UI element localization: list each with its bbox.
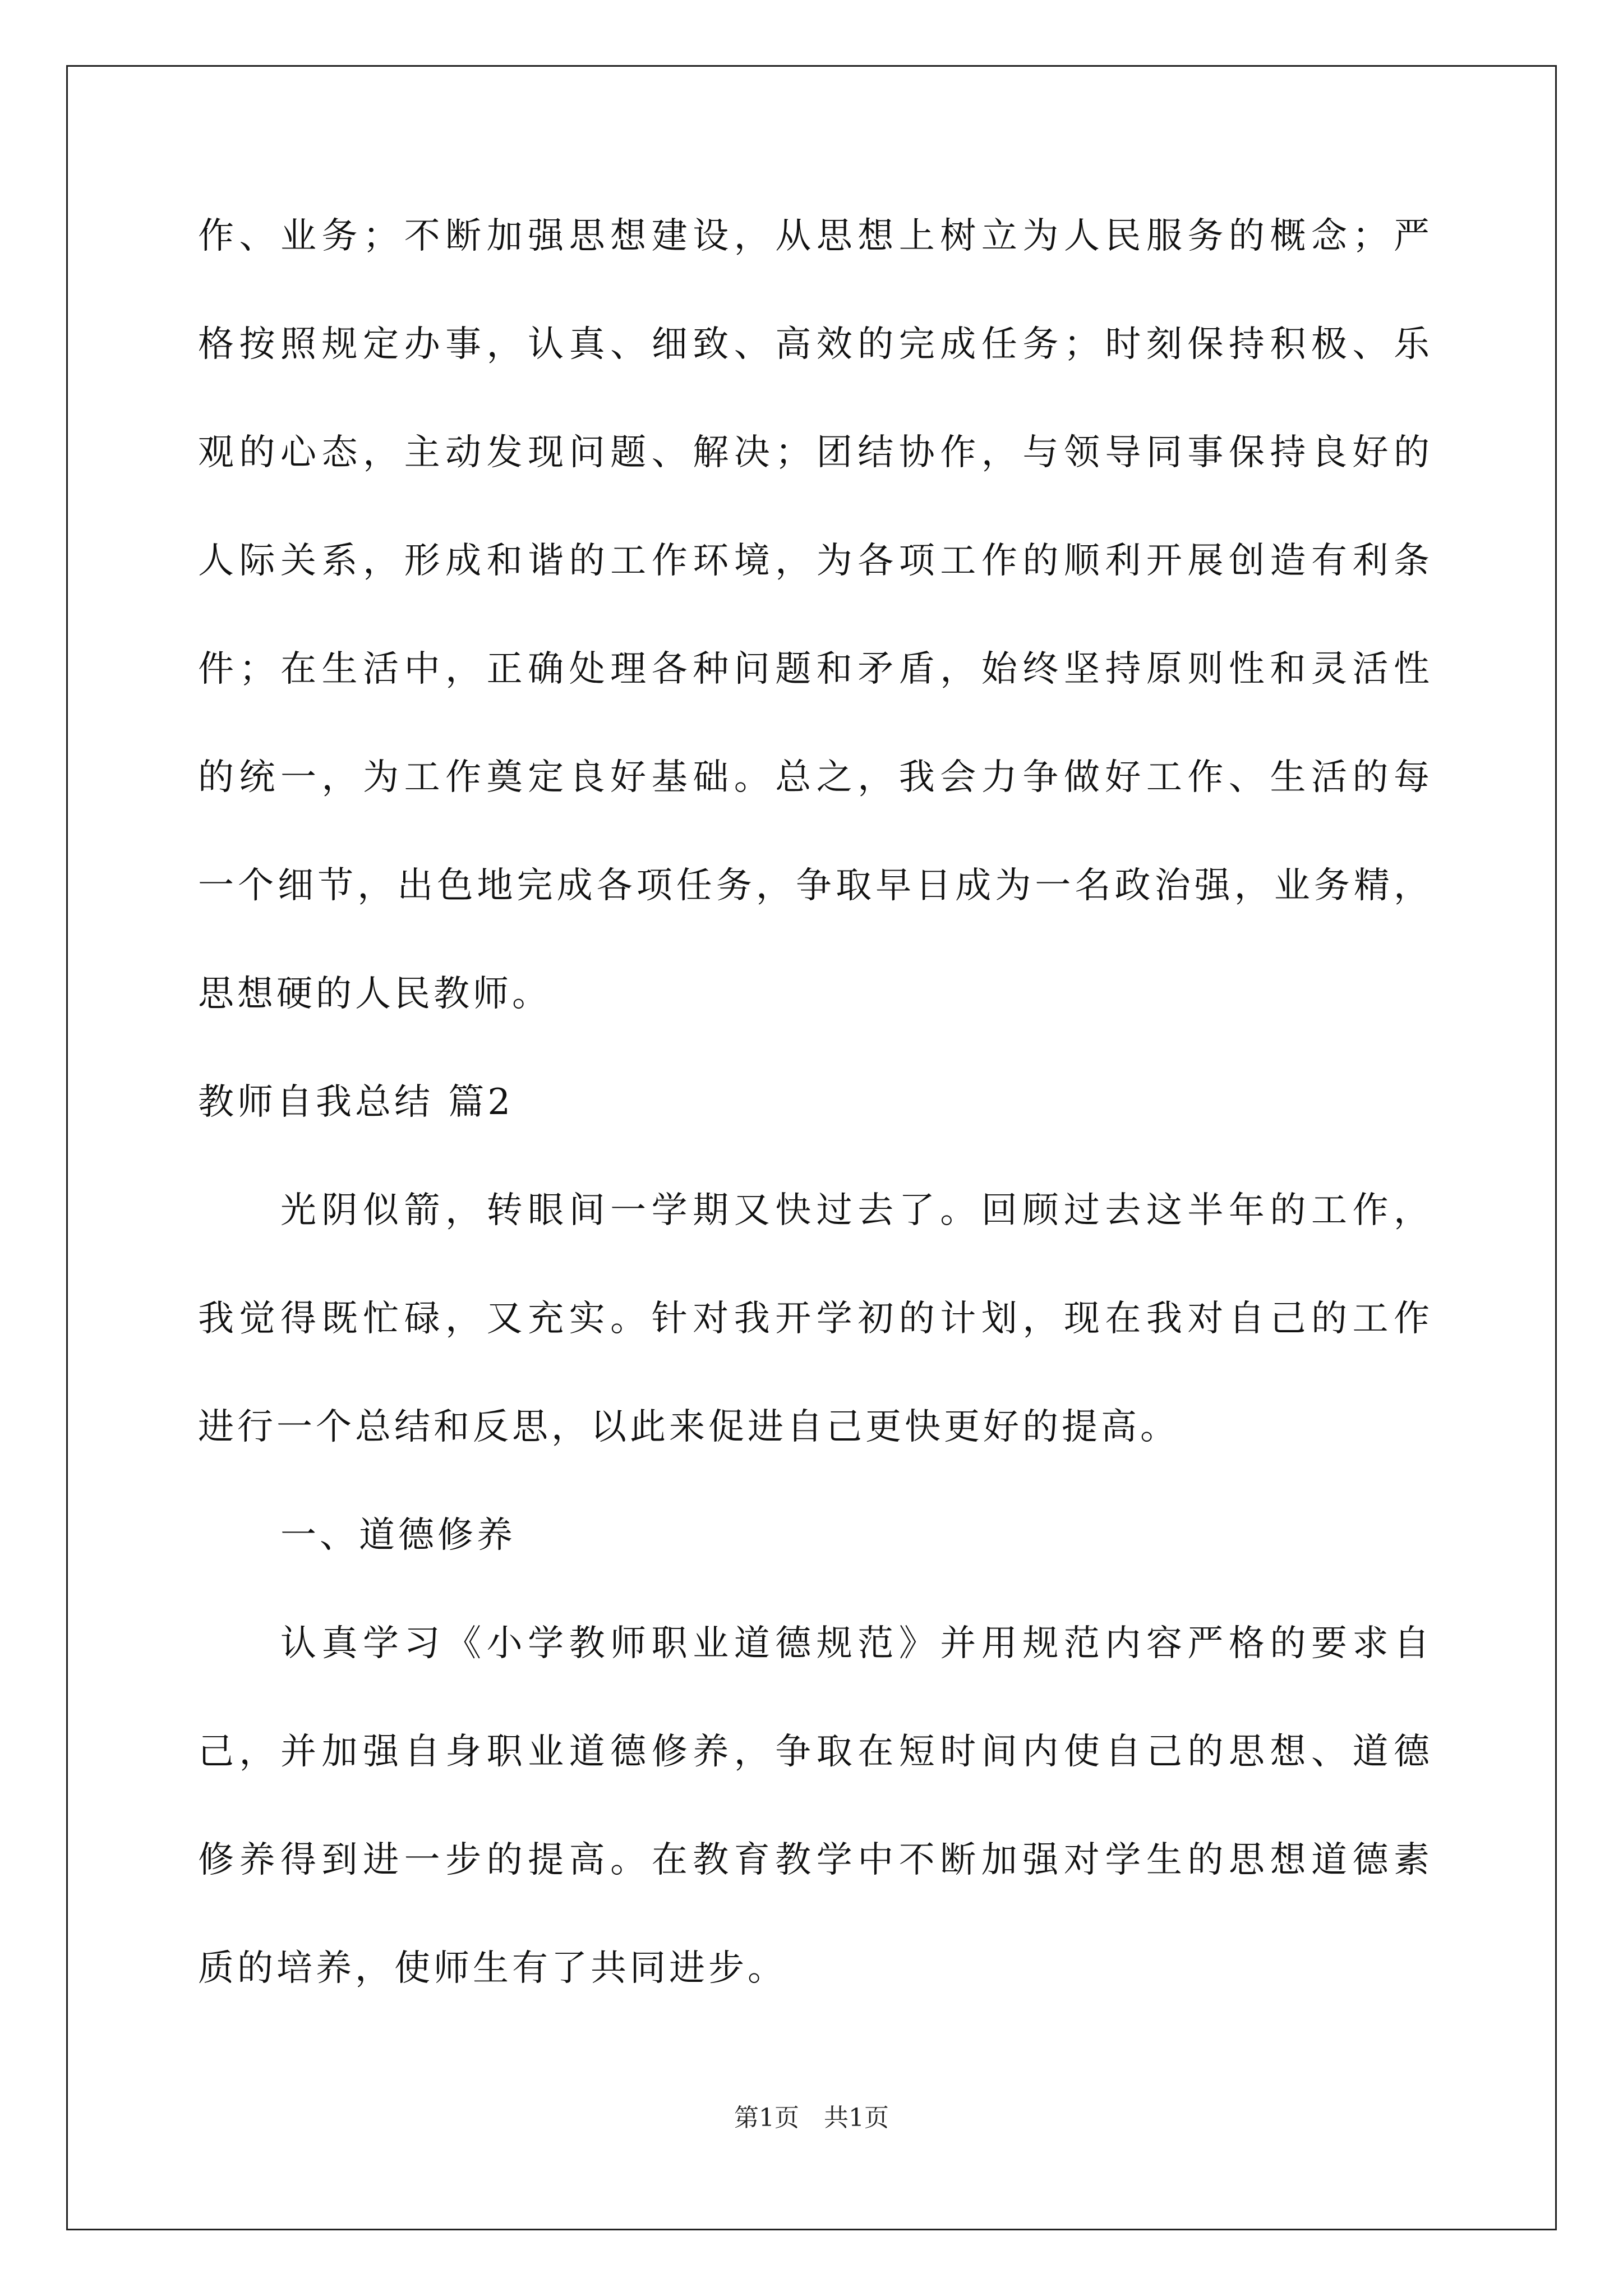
body-line-15: 己，并加强自身职业道德修养，争取在短时间内使自己的思想、道德 (198, 1731, 1430, 1773)
body-line-11: 我觉得既忙碌，又充实。针对我开学初的计划，现在我对自己的工作 (198, 1298, 1430, 1340)
body-line-2: 格按照规定办事，认真、细致、高效的完成任务；时刻保持积极、乐 (198, 324, 1430, 365)
page-number-footer: 第1页 共1页 (734, 2104, 889, 2132)
section-heading: 教师自我总结 篇2 (198, 1082, 514, 1123)
body-line-12: 进行一个总结和反思，以此来促进自己更快更好的提高。 (198, 1406, 1179, 1448)
subsection-heading: 一、道德修养 (280, 1515, 516, 1556)
body-line-17: 质的培养，使师生有了共同进步。 (198, 1948, 787, 1989)
body-line-8: 思想硬的人民教师。 (198, 973, 551, 1015)
body-line-1: 作、业务；不断加强思想建设，从思想上树立为人民服务的概念；严 (198, 215, 1430, 257)
body-line-14: 认真学习《小学教师职业道德规范》并用规范内容严格的要求自 (280, 1623, 1430, 1664)
body-line-6: 的统一，为工作奠定良好基础。总之，我会力争做好工作、生活的每 (198, 757, 1430, 798)
body-line-16: 修养得到进一步的提高。在教育教学中不断加强对学生的思想道德素 (198, 1839, 1430, 1881)
page-border (66, 65, 1557, 2230)
body-line-7: 一个细节，出色地完成各项任务，争取早日成为一名政治强，业务精， (198, 865, 1430, 907)
body-line-5: 件；在生活中，正确处理各种问题和矛盾，始终坚持原则性和灵活性 (198, 648, 1430, 690)
body-line-4: 人际关系，形成和谐的工作环境，为各项工作的顺利开展创造有利条 (198, 540, 1430, 582)
body-line-3: 观的心态，主动发现问题、解决；团结协作，与领导同事保持良好的 (198, 432, 1430, 473)
body-line-10: 光阴似箭，转眼间一学期又快过去了。回顾过去这半年的工作， (280, 1190, 1430, 1231)
